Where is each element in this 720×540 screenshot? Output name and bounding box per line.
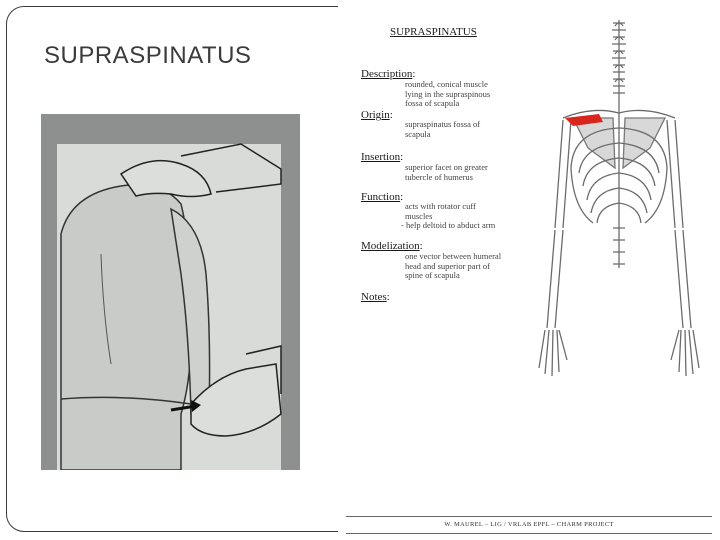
description-line: lying in the supraspinous [405,88,491,99]
description-heading: Description: [361,68,416,80]
shoulder-test-illustration-icon [41,114,300,470]
description-heading-label: Description [361,68,413,80]
shoulder-test-photo [41,114,300,470]
origin-line: supraspinatus fossa of [405,119,481,129]
sheet-title: SUPRASPINATUS [390,26,477,38]
sheet-footer: W. MAUREL – LIG / VRLAB EPFL – CHARM PROJECT [346,516,712,534]
modelization-line: head and superior part of [405,260,490,271]
modelization-line: one vector between humeral [405,251,502,261]
origin-text [405,120,545,139]
modelization-text [405,252,545,281]
function-text [401,201,545,231]
modelization-line: spine of scapula [405,270,460,281]
skeleton-diagram [533,18,713,393]
insertion-heading-label: Insertion [361,151,401,163]
modelization-heading-label: Modelization [361,240,420,252]
description-line: fossa of scapula [405,98,460,109]
modelization-heading: Modelization: [361,240,423,252]
insertion-line: superior facet on greater [405,162,488,172]
skeleton-diagram-icon [533,18,713,388]
insertion-line: tubercle of humerus [405,171,473,182]
function-heading-label: Function [361,191,401,203]
description-text [405,80,545,109]
slide-title: SUPRASPINATUS [44,42,252,69]
notes-heading: Notes: [361,291,390,303]
function-line: acts with rotator cuff [405,201,476,211]
origin-line: scapula [405,128,431,139]
notes-heading-label: Notes [361,291,387,303]
function-heading: Function: [361,191,404,203]
function-line: - help deltoid to abduct arm [401,220,496,231]
muscle-info-sheet [338,0,720,540]
insertion-heading: Insertion: [361,151,404,163]
origin-heading: Origin: [361,109,393,121]
insertion-text [405,163,545,182]
origin-heading-label: Origin [361,109,390,121]
description-line: rounded, conical muscle [405,79,488,89]
function-line: muscles [405,210,433,221]
